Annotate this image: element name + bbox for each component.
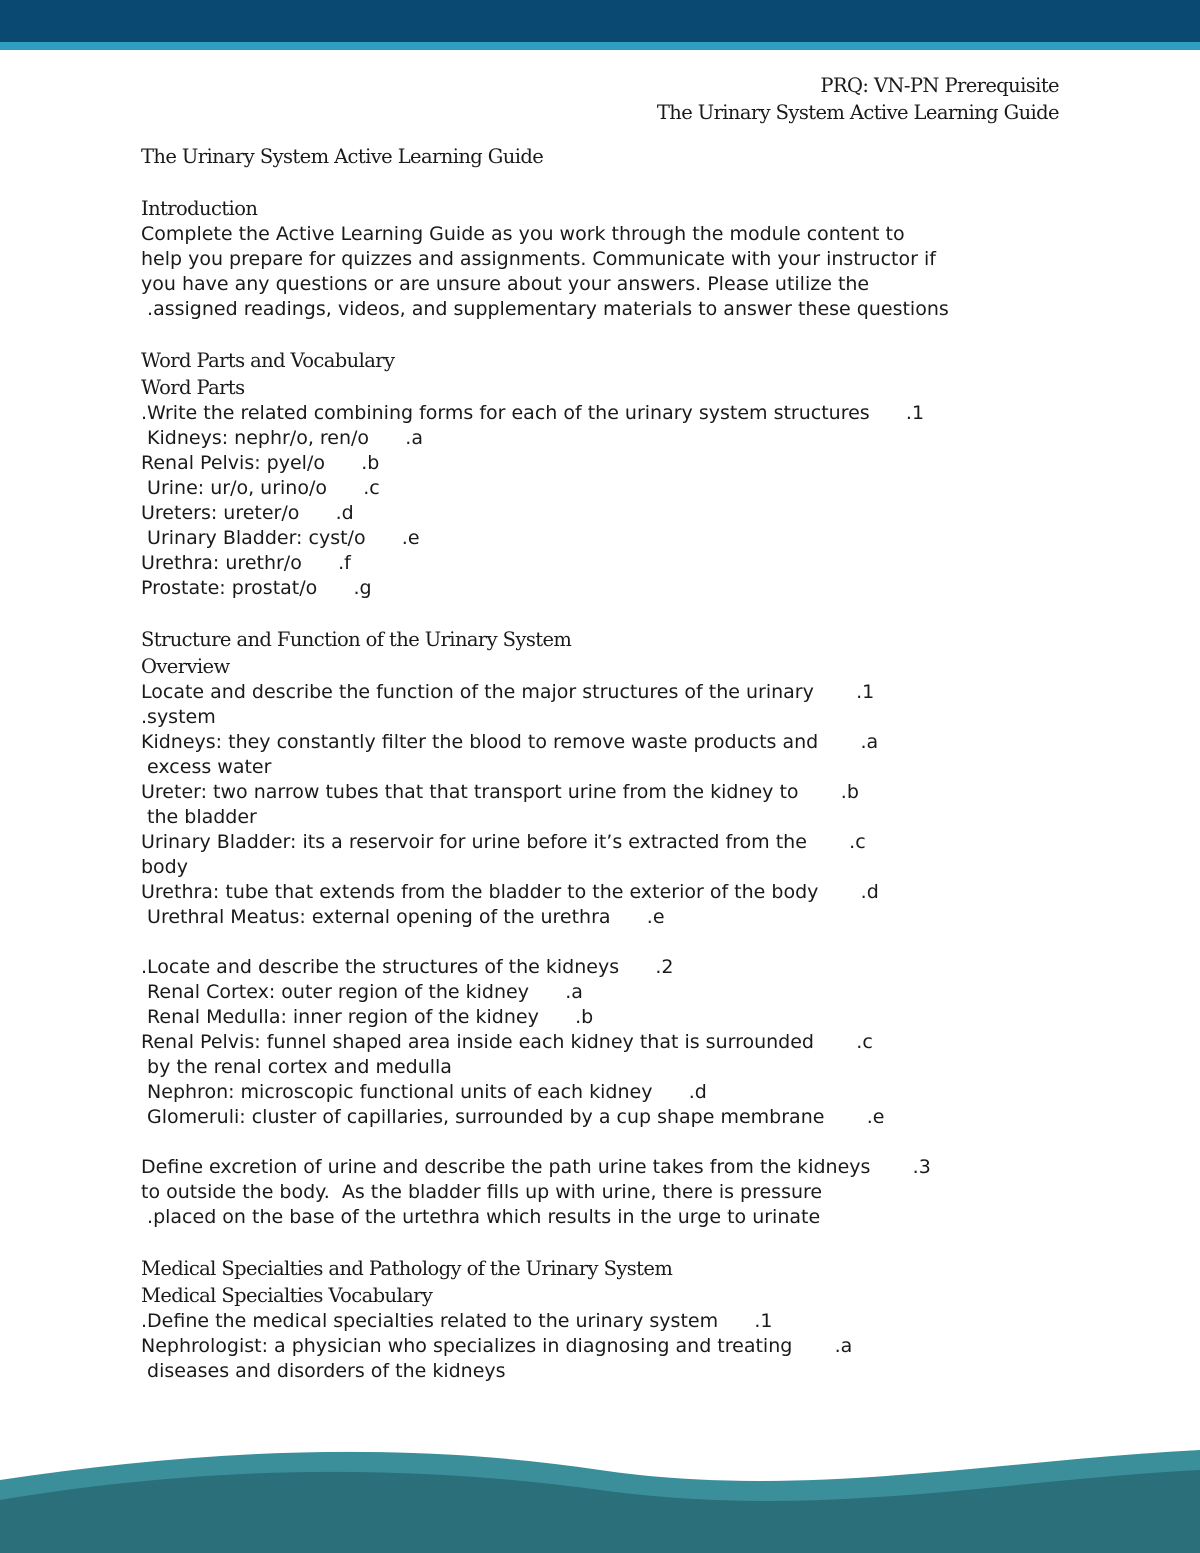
structure-line: Kidneys: they constantly filter the blood to remove waste products and .a [141, 731, 879, 753]
word-parts-line: Prostate: prostat/o .g [141, 577, 372, 599]
header-guide-title: The Urinary System Active Learning Guide [656, 101, 1059, 124]
excretion-line: Define excretion of urine and describe the path urine takes from the kidneys .3 [141, 1156, 931, 1178]
structure-line: excess water [141, 756, 272, 778]
medical-line: .Define the medical specialties related to the urinary system .1 [141, 1310, 773, 1332]
document-title: The Urinary System Active Learning Guide [141, 145, 544, 168]
structure-heading: Structure and Function of the Urinary System [141, 628, 572, 651]
structure-line: Urinary Bladder: its a reservoir for urine before it’s extracted from the .c [141, 831, 866, 853]
word-parts-line: Urethra: urethr/o .f [141, 552, 351, 574]
medical-heading: Medical Specialties and Pathology of the Urinary System [141, 1257, 673, 1280]
intro-line: .assigned readings, videos, and supplementary materials to answer these questions [141, 298, 949, 320]
header-course: PRQ: VN-PN Prerequisite [820, 74, 1059, 97]
structure-line: Locate and describe the function of the major structures of the urinary .1 [141, 681, 875, 703]
kidney-structure-line: Renal Pelvis: funnel shaped area inside each kidney that is surrounded .c [141, 1031, 873, 1053]
structure-line: the bladder [141, 806, 257, 828]
kidney-structure-line: Renal Cortex: outer region of the kidney .a [141, 981, 583, 1003]
structure-line: Ureter: two narrow tubes that that transport urine from the kidney to .b [141, 781, 859, 803]
structure-line: Urethral Meatus: external opening of the urethra .e [141, 906, 665, 928]
excretion-line: to outside the body. As the bladder fills up with urine, there is pressure [141, 1181, 823, 1203]
medical-line: diseases and disorders of the kidneys [141, 1360, 506, 1382]
intro-heading: Introduction [141, 197, 258, 220]
intro-line: Complete the Active Learning Guide as you work through the module content to [141, 223, 905, 245]
top-banner-accent [0, 42, 1200, 50]
word-parts-heading: Word Parts and Vocabulary [141, 349, 395, 372]
kidney-structure-line: Glomeruli: cluster of capillaries, surrounded by a cup shape membrane .e [141, 1106, 885, 1128]
kidney-structure-line: Nephron: microscopic functional units of each kidney .d [141, 1081, 707, 1103]
word-parts-subheading: Word Parts [141, 376, 245, 399]
kidney-structure-line: by the renal cortex and medulla [141, 1056, 452, 1078]
word-parts-line: Ureters: ureter/o .d [141, 502, 354, 524]
word-parts-line: Kidneys: nephr/o, ren/o .a [141, 427, 423, 449]
excretion-line: .placed on the base of the urtethra which results in the urge to urinate [141, 1206, 821, 1228]
intro-line: you have any questions or are unsure about your answers. Please utilize the [141, 273, 870, 295]
intro-line: help you prepare for quizzes and assignments. Communicate with your instructor if [141, 248, 936, 270]
word-parts-line: Urinary Bladder: cyst/o .e [141, 527, 420, 549]
structure-subheading: Overview [141, 655, 230, 678]
word-parts-line: .Write the related combining forms for each of the urinary system structures .1 [141, 402, 925, 424]
word-parts-line: Renal Pelvis: pyel/o .b [141, 452, 380, 474]
running-header [657, 72, 1059, 126]
kidney-structure-line: .Locate and describe the structures of the kidneys .2 [141, 956, 674, 978]
kidney-structure-line: Renal Medulla: inner region of the kidney .b [141, 1006, 594, 1028]
document-body [141, 143, 1071, 1384]
structure-line: Urethra: tube that extends from the bladder to the exterior of the body .d [141, 881, 879, 903]
medical-line: Nephrologist: a physician who specializes in diagnosing and treating .a [141, 1335, 853, 1357]
structure-line: body [141, 856, 188, 878]
medical-subheading: Medical Specialties Vocabulary [141, 1284, 433, 1307]
structure-line: .system [141, 706, 216, 728]
footer-wave [0, 1440, 1200, 1553]
word-parts-line: Urine: ur/o, urino/o .c [141, 477, 380, 499]
